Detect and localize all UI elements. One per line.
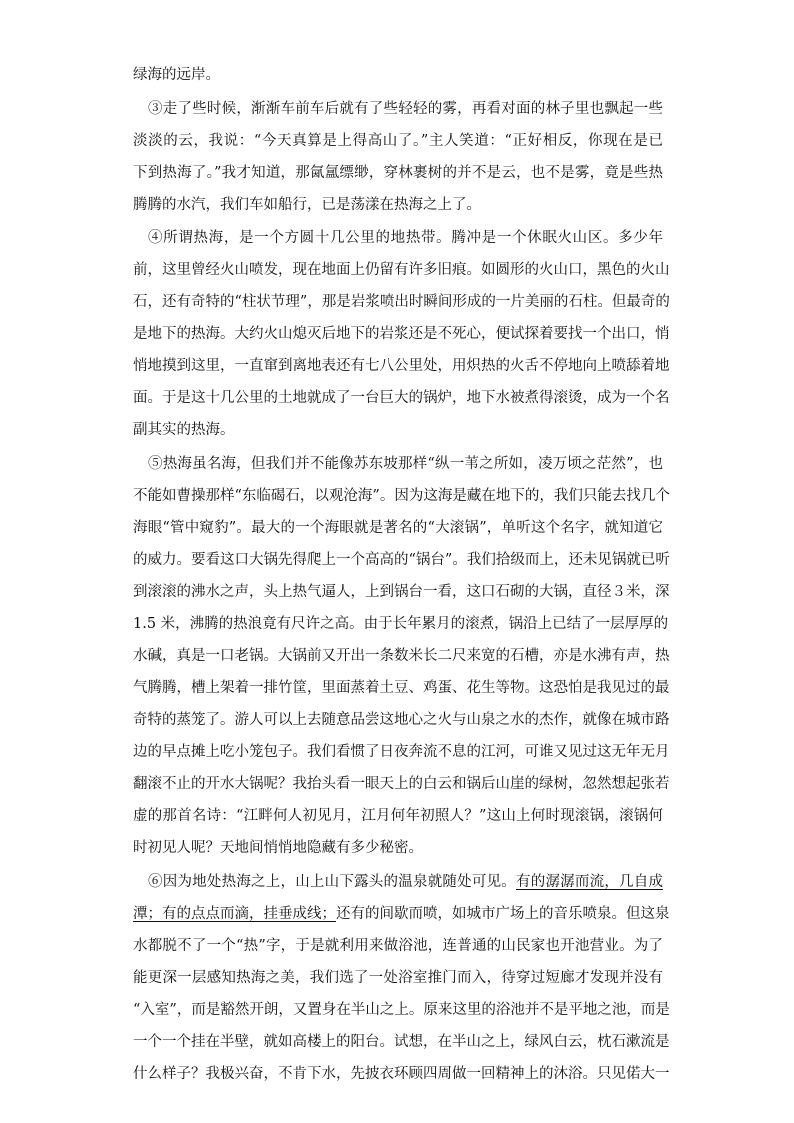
text-line: 一个一个挂在半壁，就如高楼上的阳台。试想，在半山之上，绿风白云，枕石漱流是 [133,1034,670,1050]
text-line: 能更深一层感知热海之美，我们选了一处浴室推门而入，待穿过短廊才发现并没有 [133,970,663,986]
text-segment: ⑥因为地处热海之上，山上山下露头的温泉就随处可见。 [148,874,517,890]
text-line: 悄地摸到这里，一直窜到离地表还有七八公里处，用炽热的火舌不停地向上喷舔着地 [133,358,670,374]
text-line: 时初见人呢？天地间悄悄地隐藏有多少秘密。 [133,840,423,856]
text-line: ⑤热海虽名海，但我们并不能像苏东坡那样“纵一苇之所如，凌万顷之茫然”，也 [148,456,663,472]
text-line: 不能如曹操那样“东临碣石，以观沧海”。因为这海是藏在地下的，我们只能去找几个 [133,488,670,504]
text-line: 是地下的热海。大约火山熄灭后地下的岩浆还是不死心，便试探着要找一个出口，悄 [133,326,670,342]
text-segment: 还有的间歇而喷，如城市广场上的音乐喷泉。但这泉 [336,906,670,922]
underlined-text: 有的潺潺而流，几自成 [516,874,664,890]
text-line: 海眼“管中窥豹”。最大的一个海眼就是著名的“大滚锅”，单听这个名字，就知道它 [133,520,663,536]
text-line: 腾腾的水汽，我们车如船行，已是荡漾在热海之上了。 [133,197,481,213]
text-line: 副其实的热海。 [133,422,235,438]
text-line: 下到热海了。”我才知道，那氤氲缥缈，穿林裹树的并不是云，也不是雾，竟是些热 [133,165,663,181]
text-line [133,900,670,928]
text-line: 奇特的蒸笼了。游人可以上去随意品尝这地心之火与山泉之水的杰作，就像在城市路 [133,712,670,728]
text-line: 水都脱不了一个“热”字，于是就利用来做浴池，连普通的山民家也开池营业。为了 [133,938,663,954]
text-line: ③走了些时候，渐渐车前车后就有了些轻轻的雾，再看对面的林子里也飘起一些 [148,101,663,117]
text-line: 虚的那首名诗：“江畔何人初见月，江月何年初照人？”这山上何时现滚锅，滚锅何 [133,808,663,824]
text-line: ④所谓热海，是一个方圆十几公里的地热带。腾冲是一个休眠火山区。多少年 [148,230,663,246]
text-line: 边的早点摊上吃小笼包子。我们看惯了日夜奔流不息的江河，可谁又见过这无年无月 [133,744,670,760]
text-line: “入室”，而是豁然开朗，又置身在半山之上。原来这里的浴池并不是平地之池，而是 [133,1002,670,1018]
text-line: 面。于是这十几公里的土地就成了一台巨大的锅炉，地下水被煮得滚烫，成为一个名 [133,390,670,406]
text-line: 气腾腾，槽上架着一排竹筐，里面蒸着土豆、鸡蛋、花生等物。这恐怕是我见过的最 [133,680,670,696]
text-line: 翻滚不止的开水大锅呢？我抬头看一眼天上的白云和锅后山崖的绿树，忽然想起张若 [133,776,670,792]
underlined-text: 潭；有的点点而滴，挂垂成线； [133,906,336,922]
text-line: 淡淡的云，我说：“今天真算是上得高山了。”主人笑道：“正好相反，你现在是已 [133,133,663,149]
text-line: 石，还有奇特的“柱状节理”，那是岩浆喷出时瞬间形成的一片美丽的石柱。但最奇的 [133,294,670,310]
text-line: 什么样子？我极兴奋，不肯下水，先披衣环顾四周做一回精神上的沐浴。只见偌大一 [133,1066,670,1082]
text-line: 绿海的远岸。 [133,67,220,83]
text-line: 前，这里曾经火山喷发，现在地面上仍留有许多旧痕。如圆形的火山口，黑色的火山 [133,262,670,278]
text-line: 的威力。要看这口大锅先得爬上一个高高的“锅台”。我们拾级而上，还未见锅就已听 [133,552,670,568]
text-line: 到滚滚的沸水之声，头上热气逼人，上到锅台一看，这口石砌的大锅，直径３米，深 [133,584,670,600]
text-line [148,868,663,896]
text-line: 水碱，真是一口老锅。大锅前又开出一条数米长二尺来宽的石槽，亦是水沸有声，热 [133,648,670,664]
text-line: 1.5 米，沸腾的热浪竟有尺许之高。由于长年累月的滚煮，锅沿上已结了一层厚厚的 [133,616,669,632]
